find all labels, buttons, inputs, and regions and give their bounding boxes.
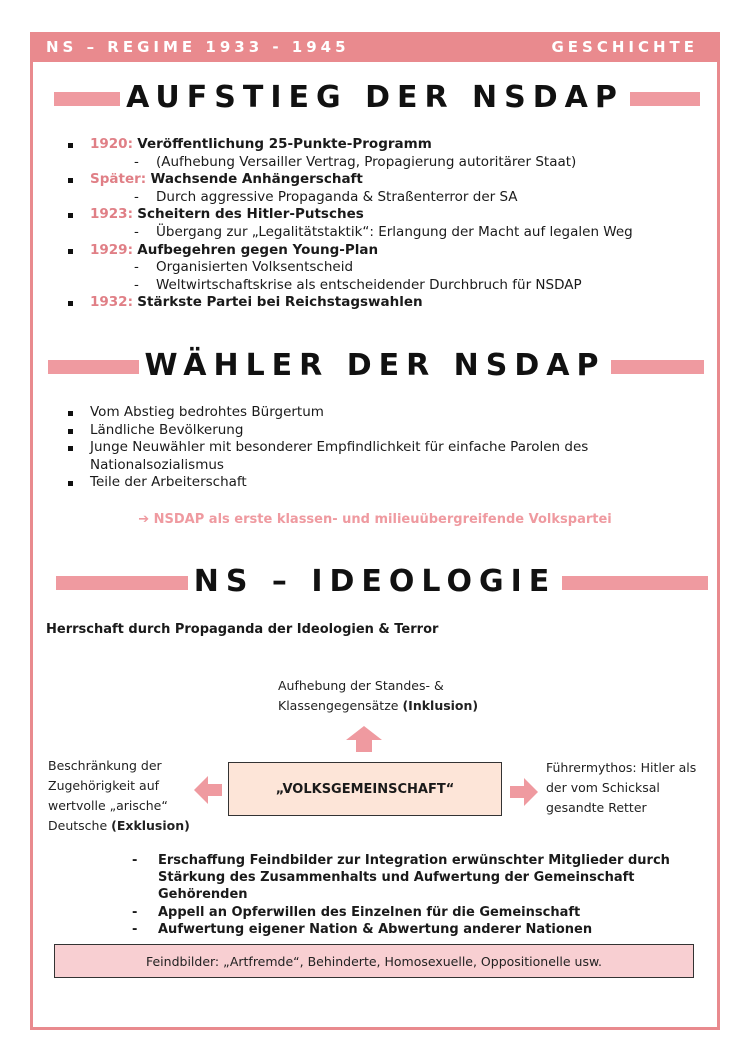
list-item: Teile der Arbeiterschaft	[66, 474, 606, 492]
sub-item: - Organisierten Volksentscheid	[66, 259, 633, 277]
header-bar	[30, 32, 720, 62]
volksgemeinschaft-box: „VOLKSGEMEINSCHAFT“	[228, 762, 502, 816]
section-title-ideologie	[30, 562, 720, 602]
section-title-waehler	[30, 346, 720, 386]
conclusion-volkspartei: ➔ NSDAP als erste klassen- und milieuübergreifende Volkspartei	[138, 512, 612, 527]
list-item: Vom Abstieg bedrohtes Bürgertum	[66, 404, 606, 422]
fuehrermythos-text: Führermythos: Hitler als der vom Schicksal gesandte Retter	[546, 760, 697, 815]
header-topic: NS – REGIME 1933 - 1945	[46, 38, 350, 56]
exclusion-text: Beschränkung der Zugehörigkeit auf wertvolle „arische“ Deutsche (Exklusion)	[48, 758, 190, 833]
list-item: 1923: Scheitern des Hitler-Putsches	[66, 206, 633, 224]
title-ideologie: NS – IDEOLOGIE	[188, 564, 563, 599]
aufstieg-list	[66, 136, 633, 312]
list-item: 1920: Veröffentlichung 25-Punkte-Programm	[66, 136, 633, 154]
sub-item: - Durch aggressive Propaganda & Straßenterror der SA	[66, 189, 633, 207]
list-item: - Aufwertung eigener Nation & Abwertung anderer Nationen	[132, 921, 712, 938]
list-item: - Appell an Opferwillen des Einzelnen für die Gemeinschaft	[132, 904, 712, 921]
title-waehler: WÄHLER DER NSDAP	[139, 348, 612, 383]
section-title-aufstieg	[30, 78, 720, 118]
title-aufstieg: AUFSTIEG DER NSDAP	[120, 80, 630, 115]
arrow-left-icon	[192, 774, 224, 806]
ideology-points	[132, 852, 712, 938]
list-item: 1929: Aufbegehren gegen Young-Plan	[66, 242, 633, 260]
list-item: 1932: Stärkste Partei bei Reichstagswahlen	[66, 294, 633, 312]
list-item: Junge Neuwähler mit besonderer Empfindlichkeit für einfache Parolen des Nationalsozialismus	[66, 439, 606, 474]
list-item: Später: Wachsende Anhängerschaft	[66, 171, 633, 189]
sub-item: - Weltwirtschaftskrise als entscheidender Durchbruch für NSDAP	[66, 277, 633, 295]
list-item: Ländliche Bevölkerung	[66, 422, 606, 440]
feindbilder-box: Feindbilder: „Artfremde“, Behinderte, Homosexuelle, Oppositionelle usw.	[54, 944, 694, 978]
waehler-list	[66, 404, 606, 492]
ideology-heading: Herrschaft durch Propaganda der Ideologien & Terror	[46, 622, 439, 637]
header-subject: GESCHICHTE	[551, 38, 698, 56]
sub-item: - Übergang zur „Legalitätstaktik“: Erlangung der Macht auf legalen Weg	[66, 224, 633, 242]
sub-item: - (Aufhebung Versailler Vertrag, Propagierung autoritärer Staat)	[66, 154, 633, 172]
list-item: - Erschaffung Feindbilder zur Integration erwünschter Mitglieder durch Stärkung des Zusammenhalts und Aufwertung der Gemeinschaft Gehörenden	[132, 852, 712, 904]
arrow-up-icon	[344, 724, 384, 754]
inclusion-text: Aufhebung der Standes- & Klassengegensätze (Inklusion)	[278, 678, 479, 713]
arrow-right-icon	[508, 776, 540, 808]
